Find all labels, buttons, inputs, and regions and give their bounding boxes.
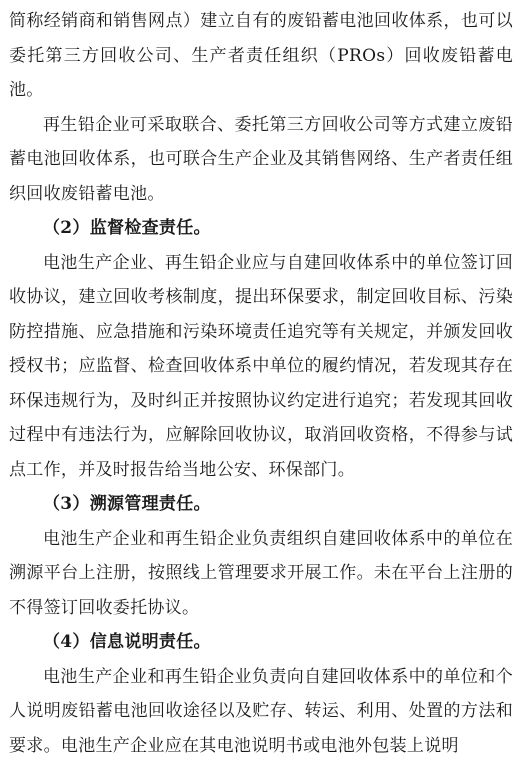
heading-supervision: （2）监督检查责任。 bbox=[9, 211, 513, 246]
paragraph-recycled-lead: 再生铅企业可采取联合、委托第三方回收公司等方式建立废铅蓄电池回收体系，也可联合生产企业及其销售网络、生产者责任组织回收废铅蓄电池。 bbox=[9, 108, 513, 212]
paragraph-supervision: 电池生产企业、再生铅企业应与自建回收体系中的单位签订回收协议，建立回收考核制度，提出环保要求，制定回收目标、污染防控措施、应急措施和污染环境责任追究等有关规定，并颁发回收授权书；应监督、检查回收体系中单位的履约情况，若发现其存在环保违规行为，及时纠正并按照协议约定进行追究；若发现其回收过程中有违法行为，应解除回收协议，取消回收资格，不得参与试点工作，并及时报告给当地公安、环保部门。 bbox=[9, 246, 513, 488]
heading-information: （4）信息说明责任。 bbox=[9, 625, 513, 660]
paragraph-continuation: 简称经销商和销售网点）建立自有的废铅蓄电池回收体系，也可以委托第三方回收公司、生产者责任组织（PROs）回收废铅蓄电池。 bbox=[9, 4, 513, 108]
heading-traceability: （3）溯源管理责任。 bbox=[9, 487, 513, 522]
paragraph-information: 电池生产企业和再生铅企业负责向自建回收体系中的单位和个人说明废铅蓄电池回收途径以及贮存、转运、利用、处置的方法和要求。电池生产企业应在其电池说明书或电池外包装上说明 bbox=[9, 660, 513, 763]
paragraph-traceability: 电池生产企业和再生铅企业负责组织自建回收体系中的单位在溯源平台上注册，按照线上管理要求开展工作。未在平台上注册的不得签订回收委托协议。 bbox=[9, 522, 513, 626]
